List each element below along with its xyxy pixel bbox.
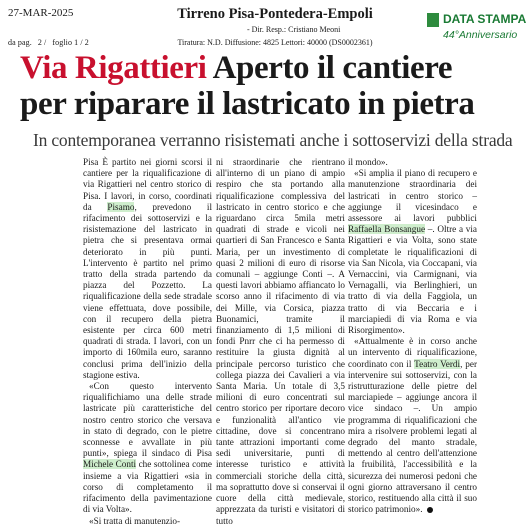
- article-column-2: [216, 157, 345, 526]
- article-subtitle: In contemporanea verranno risistemati anche i sottoservizi della strada: [33, 130, 513, 150]
- headline-line2: per riparare il lastricato in pietra: [20, 86, 475, 122]
- highlight-michele-conti: Michele Conti: [83, 459, 137, 470]
- highlight-raffaella-bonsangue: Raffaella Bonsangue: [348, 224, 426, 235]
- page-reference: [8, 38, 95, 47]
- logo-anniversary: 44°Anniversario: [443, 29, 518, 41]
- headline-line1-rest: Aperto il cantiere: [206, 50, 453, 86]
- highlight-pisamo: Pisamo: [107, 201, 135, 212]
- end-mark-icon: [427, 507, 433, 513]
- paragraph: «Con questo intervento riqualifichiamo una delle strade lastricate più caratteristiche del nostro centro storico che versava in stato di degrado, con le pietre sconnesse e avvallate in più punti», spiega il sindaco di Pisa Michele Conti che sottolinea come insieme a via Rigattieri «sia in corso di completamento il rifacimento della pavimentazione di via Volta».: [83, 381, 212, 515]
- headline-red-part: Via Rigattieri: [20, 50, 207, 86]
- article-column-1: [83, 157, 213, 526]
- page-value: 2 /: [37, 38, 47, 47]
- paragraph: Pisa È partito nei giorni scorsi il cantiere per la riqualificazione di via Rigattieri nel centro storico di Pisa. I lavori, in corso, coordinati da Pisamo, prevedono il rifacimento dei sottoservizi e la risistemazione del lastricato in pietra che si presentava ormai deteriorato in più punti. L'intervento è partito nel primo tratto della strada partendo da piazza del Pozzetto. La riqualificazione della sede stradale viene effettuata, dove possibile, con il recupero della pietra esistente per circa 600 metri quadrati di strada. I lavori, con un importo di 160mila euro, saranno conclusi prima dell'inizio della stagione estiva.: [83, 157, 213, 380]
- highlight-teatro-verdi: Teatro Verdi: [414, 358, 461, 369]
- data-stampa-logo: [427, 12, 526, 50]
- publication-name: Tirreno Pisa-Pontedera-Empoli: [177, 6, 373, 22]
- paragraph: il mondo».: [348, 157, 388, 167]
- article-headline: [20, 50, 518, 122]
- paragraph: «Si amplia il piano di recupero e manutenzione straordinaria dei lastricati in centro storico – aggiunge il vicesindaco e assessore ai lavori pubblici Raffaella Bonsangue –. Oltre a via Rigattieri e via Volta, sono state completate le riqualificazioni di via San Nicola, via Coccapani, via Vernaccini, via Carmignani, via Vernagalli, via Berlinghieri, un tratto di via della Faggiola, un tratto di via Beccaria e i marciapiedi di via Roma e via Risorgimento».: [348, 168, 477, 336]
- article-date: 27-MAR-2025: [8, 7, 74, 19]
- editor-line: - Dir. Resp.: Cristiano Meoni: [247, 25, 341, 34]
- paragraph: «Attualmente è in corso anche un intervento di riqualificazione, coordinato con il Teatro Verdi, per intervenire sui sottoservizi, con la ristrutturazione delle pietre del marciapiede – aggiunge ancora il vice sindaco –. Un ampio programma di riqualificazioni che mira a risolvere problemi legati al degrado del manto stradale, mettendo al centro dell'attenzione la fruibilità, l'accessibilità e la sicurezza dei numerosi pedoni che ogni giorno attraversano il centro storico, restituendo alla città il suo storico patrimonio».: [348, 336, 477, 515]
- paragraph: «Si tratta di manutenzio-: [89, 515, 181, 526]
- article-column-3: [348, 157, 477, 520]
- logo-square-icon: [427, 13, 439, 27]
- sheet-label: foglio 1 / 2: [52, 38, 89, 47]
- paragraph: ni straordinarie che rientrano all'interno di un piano di ampio respiro che sta portando alla riqualificazione complessiva del lastricato in centro storico e che riguardano circa 5mila metri quadrati di strade e vicoli nei quartieri di San Francesco e Santa Maria, per un investimento di quasi 2 milioni di euro di risorse comunali – aggiunge Conti –. A questi lavori abbiamo affiancato lo scorso anno il rifacimento di via dei Mille, via Corsica, piazza Buonamici, tramite il finanziamento di 1,5 milioni di fondi Pnrr che ci ha permesso di restituire la giusta dignità al principale percorso turistico che collega piazza dei Cavalieri a via Santa Maria. Un totale di 3,5 milioni di euro concentrati sul centro storico per riportare decoro e funzionalità all'antico vie cittadine, dove si concentrano tante attrazioni importanti come sedi universitarie, punti di interesse turistico e attività commerciali storiche della città, ma soprattutto dove si conservai il cuore della città medievale, apprezzata da turisti e visitatori di tutto: [216, 157, 345, 526]
- logo-name: DATA STAMPA: [443, 12, 526, 26]
- page-label: da pag.: [8, 38, 32, 47]
- circulation-line: Tiratura: N.D. Diffusione: 4825 Lettori: 40000 (DS0002361): [177, 38, 373, 47]
